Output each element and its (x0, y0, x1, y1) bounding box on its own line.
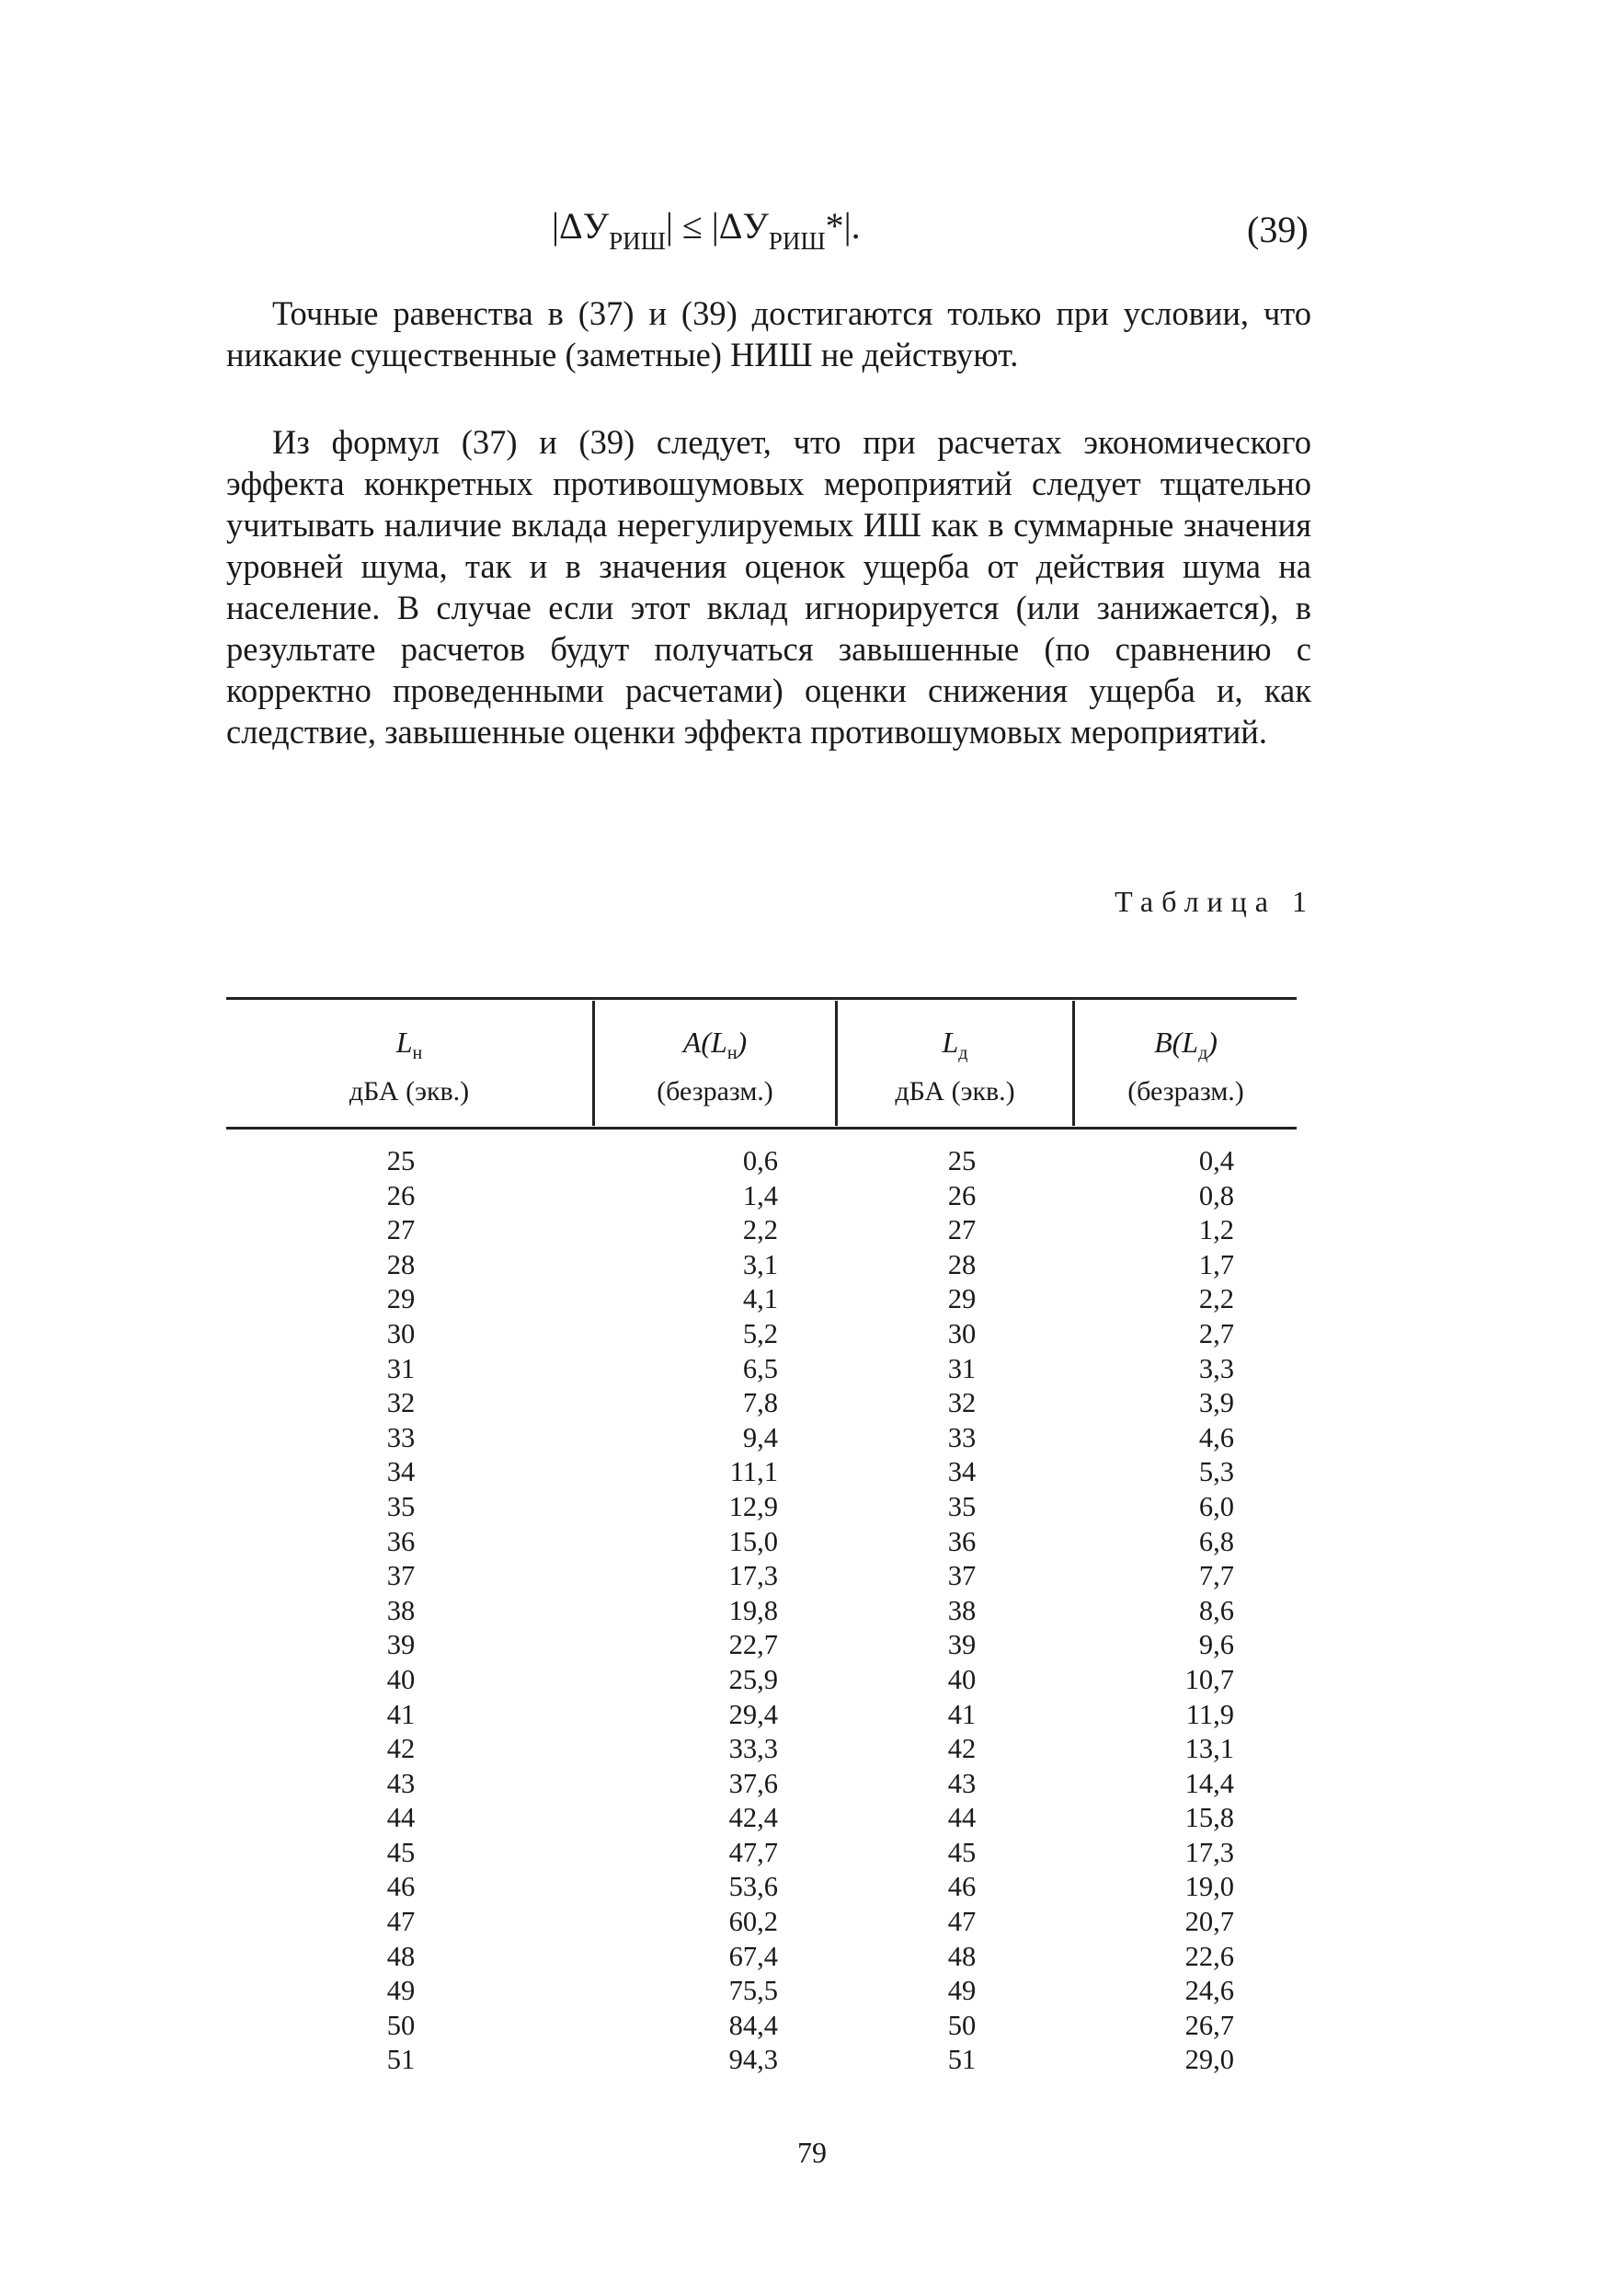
table-cell: 45 (947, 1836, 977, 1868)
table-cell: 19,0 (1184, 1871, 1234, 1903)
table-cell: 37,6 (728, 1767, 778, 1799)
column-b-values (1133, 1144, 1234, 2078)
table-cell: 17,3 (728, 1560, 778, 1592)
table-cell: 39 (386, 1629, 416, 1661)
table-cell: 47 (386, 1906, 416, 1938)
table-cell: 30 (386, 1317, 416, 1349)
table-cell: 3,1 (742, 1248, 778, 1280)
table-cell: 27 (947, 1214, 977, 1246)
table-cell: 60,2 (728, 1906, 778, 1938)
table-cell: 20,7 (1184, 1906, 1234, 1938)
table-cell: 1,2 (1198, 1214, 1234, 1246)
table-cell: 17,3 (1184, 1836, 1234, 1868)
table-cell: 1,7 (1198, 1248, 1234, 1280)
table-cell: 2,2 (1198, 1283, 1234, 1315)
table-cell: 38 (947, 1594, 977, 1626)
table-cell: 75,5 (728, 1975, 778, 2007)
table-cell: 48 (947, 1940, 977, 1972)
table-cell: 15,0 (728, 1525, 778, 1557)
table-cell: 37 (947, 1560, 977, 1592)
table-cell: 0,4 (1198, 1145, 1234, 1176)
table-cell: 5,2 (742, 1317, 778, 1349)
table-cell: 29 (947, 1283, 977, 1315)
table-cell: 14,4 (1184, 1767, 1234, 1799)
table-cell: 50 (947, 2009, 977, 2041)
table-cell: 32 (386, 1387, 416, 1419)
table-cell: 27 (386, 1214, 416, 1246)
table-cell: 43 (386, 1767, 416, 1799)
table-cell: 53,6 (728, 1871, 778, 1903)
table-cell: 67,4 (728, 1940, 778, 1972)
table-cell: 5,3 (1198, 1456, 1234, 1488)
table-cell: 7,8 (742, 1387, 778, 1419)
table-cell: 2,7 (1198, 1317, 1234, 1349)
header-b-ld: $B(L_д)$ (безразм.) (1127, 1026, 1244, 1107)
table-cell: 47,7 (728, 1836, 778, 1868)
table-cell: 33,3 (728, 1733, 778, 1765)
table-cell: 43 (947, 1767, 977, 1799)
table-cell: 15,8 (1184, 1802, 1234, 1834)
table-cell: 9,6 (1198, 1629, 1234, 1661)
table-cell: 37 (386, 1560, 416, 1592)
table-cell: 0,6 (742, 1145, 778, 1176)
table-cell: 44 (386, 1802, 416, 1834)
table-cell: 47 (947, 1906, 977, 1938)
table-cell: 49 (386, 1975, 416, 2007)
table-cell: 42,4 (728, 1802, 778, 1834)
table-cell: 1,4 (742, 1179, 778, 1211)
table-cell: 25 (947, 1145, 977, 1176)
table-cell: 29,0 (1184, 2044, 1234, 2076)
table-cell: 0,8 (1198, 1179, 1234, 1211)
table-cell: 33 (947, 1421, 977, 1453)
table-cell: 9,4 (742, 1421, 778, 1453)
header-ln: $L_н$ дБА (экв.) (349, 1026, 470, 1107)
table-cell: 24,6 (1184, 1975, 1234, 2007)
table-cell: 30 (947, 1317, 977, 1349)
header-ld: $L_д$ дБА (экв.) (895, 1026, 1015, 1107)
table-cell: 3,3 (1198, 1352, 1234, 1384)
table-cell: 29 (386, 1283, 416, 1315)
column-ln-values (373, 1144, 429, 2078)
table-cell: 33 (386, 1421, 416, 1453)
table-cell: 10,7 (1184, 1663, 1234, 1695)
table-cell: 45 (386, 1836, 416, 1868)
table-cell: 6,5 (742, 1352, 778, 1384)
paragraph-1: Точные равенства в (37) и (39) достигаются только при условии, что никакие существенные (заметные) НИШ не действуют. (226, 294, 1311, 373)
table-cell: 2,2 (742, 1214, 778, 1246)
table-cell: 49 (947, 1975, 977, 2007)
table-cell: 11,9 (1185, 1698, 1234, 1730)
table-cell: 32 (947, 1387, 977, 1419)
table-cell: 19,8 (728, 1594, 778, 1626)
column-a-values (677, 1144, 778, 2078)
table-cell: 6,8 (1198, 1525, 1234, 1557)
table-cell: 34 (947, 1456, 977, 1488)
column-ld-values (934, 1144, 989, 2078)
table-cell: 84,4 (728, 2009, 778, 2041)
table-cell: 26 (947, 1179, 977, 1211)
formula-expression: $|\Delta У_{РИШ}| \le |\Delta У_{РИШ}*|$. (552, 205, 861, 255)
table-cell: 31 (386, 1352, 416, 1384)
table-top-rule (226, 997, 1297, 1000)
table-cell: 35 (947, 1490, 977, 1522)
table-cell: 42 (947, 1733, 977, 1765)
formula-39 (0, 204, 1624, 269)
table-cell: 12,9 (728, 1490, 778, 1522)
table-cell: 8,6 (1198, 1594, 1234, 1626)
table-cell: 41 (386, 1698, 416, 1730)
table-header-rule (226, 1127, 1297, 1130)
page-number: 79 (797, 2136, 827, 2169)
table-cell: 25,9 (728, 1663, 778, 1695)
table-cell: 28 (386, 1248, 416, 1280)
table-cell: 94,3 (728, 2044, 778, 2076)
table-cell: 39 (947, 1629, 977, 1661)
table-cell: 40 (947, 1663, 977, 1695)
formula-number: (39) (1247, 209, 1309, 250)
table-cell: 11,1 (729, 1456, 778, 1488)
table-cell: 41 (947, 1698, 977, 1730)
table-cell: 50 (386, 2009, 416, 2041)
table-cell: 46 (386, 1871, 416, 1903)
table-cell: 31 (947, 1352, 977, 1384)
table-cell: 34 (386, 1456, 416, 1488)
paragraph-2: Из формул (37) и (39) следует, что при расчетах экономического эффекта конкретных противошумовых мероприятий следует тщательно учитывать наличие вклада нерегулируемых ИШ как в суммарные значения уровней шума, так и в значения оценок ущерба от действия шума на население. В случае если этот вклад игнорируется (или занижается), в результате расчетов будут получаться завышенные (по сравнению с корректно проведенными расчетами) оценки снижения ущерба и, как следствие, завышенные оценки эффекта противошумовых мероприятий. (226, 423, 1311, 751)
table-cell: 22,7 (728, 1629, 778, 1661)
table-caption: Таблица 1 (1115, 885, 1315, 918)
table-cell: 6,0 (1198, 1490, 1234, 1522)
table-cell: 48 (386, 1940, 416, 1972)
table-cell: 38 (386, 1594, 416, 1626)
table-cell: 4,6 (1198, 1421, 1234, 1453)
table-cell: 40 (386, 1663, 416, 1695)
table-cell: 28 (947, 1248, 977, 1280)
table-cell: 13,1 (1184, 1733, 1234, 1765)
table-cell: 46 (947, 1871, 977, 1903)
table-cell: 36 (947, 1525, 977, 1557)
table-cell: 26,7 (1184, 2009, 1234, 2041)
table-cell: 42 (386, 1733, 416, 1765)
table-cell: 26 (386, 1179, 416, 1211)
table-cell: 29,4 (728, 1698, 778, 1730)
table-cell: 35 (386, 1490, 416, 1522)
table-cell: 3,9 (1198, 1387, 1234, 1419)
table-cell: 51 (947, 2044, 977, 2076)
table-cell: 25 (386, 1145, 416, 1176)
table-cell: 36 (386, 1525, 416, 1557)
table-cell: 7,7 (1198, 1560, 1234, 1592)
table-cell: 44 (947, 1802, 977, 1834)
table-cell: 4,1 (742, 1283, 778, 1315)
table-cell: 22,6 (1184, 1940, 1234, 1972)
table-cell: 51 (386, 2044, 416, 2076)
header-a-ln: $A(L_н)$ (безразм.) (657, 1026, 773, 1107)
